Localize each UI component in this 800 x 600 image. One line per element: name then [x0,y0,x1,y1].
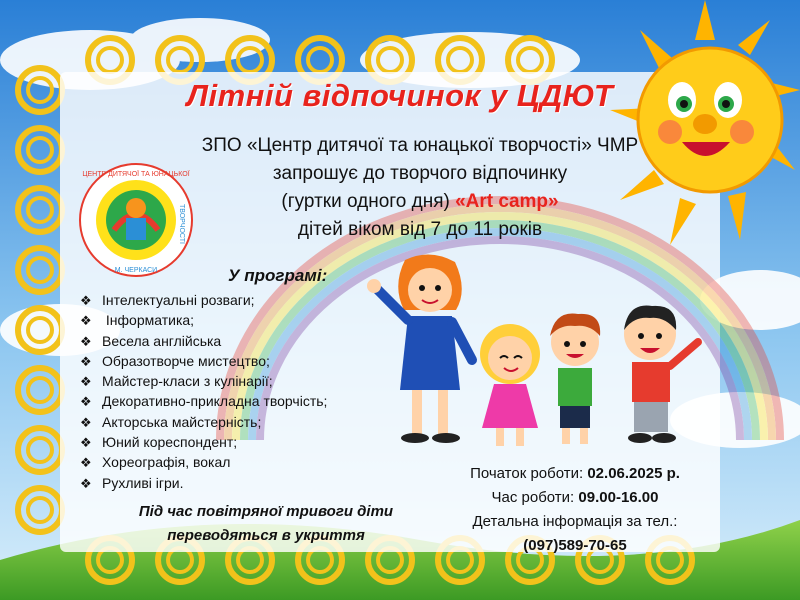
list-item [80,391,327,411]
bullet-icon: ❖ [80,374,92,390]
list-item [80,432,327,452]
program-title: У програмі: [228,266,328,285]
air-raid-notice [96,500,436,548]
logo-side-text: ТВОРЧОСТІ [178,204,185,244]
bullet-icon: ❖ [80,313,92,329]
list-item [80,290,327,310]
kids-illustration [360,250,720,460]
program-item: Акторська майстерність; [102,413,262,430]
list-item [80,473,327,493]
list-item [80,310,327,330]
intro-line-1: ЗПО «Центр дитячої та юнацької творчості» ЧМР [201,135,639,156]
schedule-info [430,462,720,558]
program-item: Юний кореспондент; [102,434,238,451]
program-item: Інтелектуальні розваги; [102,292,255,308]
intro-line-2: запрошує до творчого відпочинку [272,163,568,184]
list-item [80,371,327,391]
program-item: Майстер-класи з кулінарії; [102,373,273,390]
program-item: Декоративно-прикладна творчість; [102,393,328,410]
intro-line-3-prefix: (гуртки одного дня) [281,191,450,212]
start-date [430,462,720,486]
program-item: Весела англійська [102,332,222,349]
details-label: Детальна інформація за тел.: [472,513,678,530]
program-item: Інформатика; [102,312,195,329]
start-label: Початок роботи: [470,465,584,482]
poster-title: Літній відпочинок у ЦДЮТ [186,78,614,113]
program-item: Хореографія, вокал [102,454,231,471]
bullet-icon: ❖ [80,394,92,410]
air-raid-line-1: Під час повітряної тривоги діти [138,503,394,520]
intro-line-3 [160,188,680,216]
phone-number [430,534,720,558]
air-raid-line-2: переводяться в укриття [167,527,365,544]
phone-value: (097)589-70-65 [523,537,627,554]
bullet-icon: ❖ [80,475,92,491]
bullet-icon: ❖ [80,333,92,349]
intro-text [160,132,680,244]
list-item [80,452,327,472]
program-item: Образотворче мистецтво; [102,352,270,369]
list-item [80,331,327,351]
list-item [80,412,327,432]
bullet-icon: ❖ [80,455,92,471]
logo-bottom-text: М. ЧЕРКАСИ [114,267,158,274]
intro-line-4: дітей віком від 7 до 11 років [297,219,543,240]
hours-value: 09.00-16.00 [578,489,659,506]
art-camp-label: «Art camp» [455,191,559,212]
bullet-icon: ❖ [80,435,92,451]
program-list [80,290,327,493]
list-item [80,351,327,371]
working-hours [430,486,720,510]
bullet-icon: ❖ [80,414,92,430]
logo-top-text: ЦЕНТР ДИТЯЧОЇ ТА ЮНАЦЬКОЇ [82,171,190,178]
bullet-icon: ❖ [80,293,92,308]
hours-label: Час роботи: [491,489,575,506]
program-item: Рухливі ігри. [102,474,184,491]
bullet-icon: ❖ [80,353,92,369]
start-value: 02.06.2025 р. [587,465,680,482]
